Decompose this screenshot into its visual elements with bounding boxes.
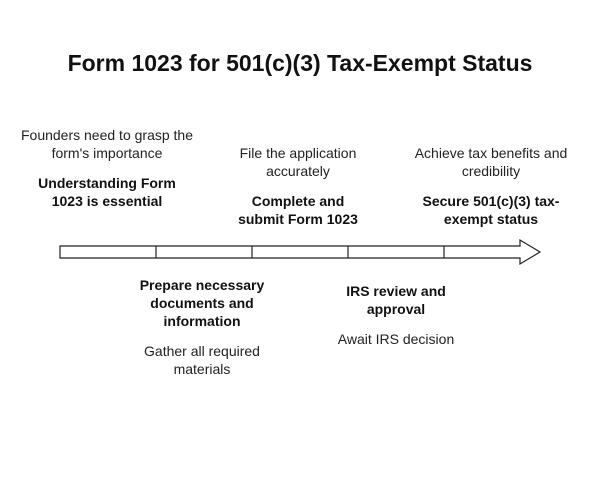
step-1-heading: Understanding Form 1023 is essential [38,175,176,209]
step-4 [306,282,486,348]
step-3-heading: Complete and submit Form 1023 [238,193,358,227]
step-2 [112,276,292,378]
step-1 [17,126,197,210]
step-3 [208,144,388,228]
step-1-description: Founders need to grasp the form's importance [20,127,193,161]
step-2-description: Gather all required materials [144,343,260,377]
step-4-description: Await IRS decision [337,331,455,347]
step-3-description: File the application accurately [239,145,357,179]
step-5-heading: Secure 501(c)(3) tax-exempt status [422,193,560,227]
step-5-description: Achieve tax benefits and credibility [414,145,568,179]
timeline-arrow-body [60,240,540,264]
step-2-heading: Prepare necessary documents and information [139,277,265,329]
step-5 [401,144,581,228]
step-4-heading: IRS review and approval [346,283,446,317]
diagram-title: Form 1023 for 501(c)(3) Tax-Exempt Status [67,50,533,76]
